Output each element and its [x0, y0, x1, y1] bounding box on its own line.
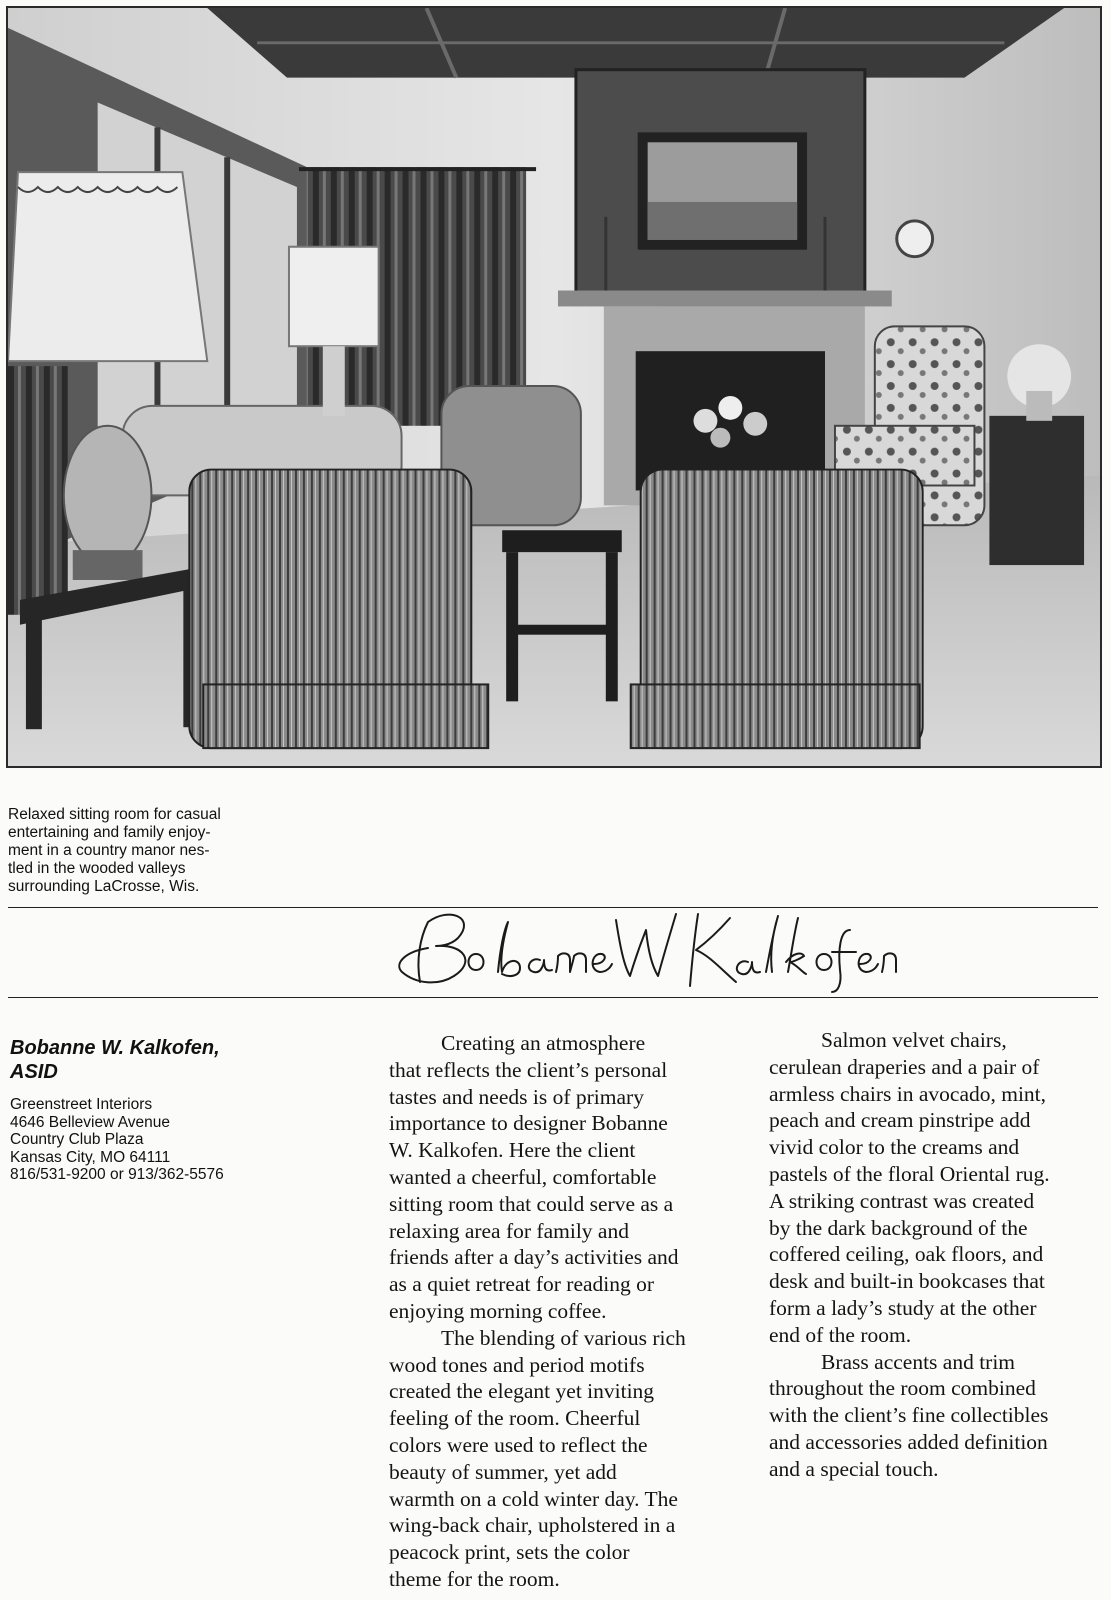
article-column-1 [389, 1030, 759, 1593]
address-line: 4646 Belleview Avenue [10, 1113, 171, 1131]
article-line: colors were used to reflect the [389, 1432, 648, 1457]
article-line: as a quiet retreat for reading or [389, 1272, 655, 1297]
article-line: importance to designer Bobanne [389, 1111, 668, 1136]
article-line: peacock print, sets the color [389, 1540, 630, 1565]
article-line: and accessories added definition [769, 1429, 1048, 1454]
room-photo [6, 6, 1102, 768]
article-line: throughout the room combined [769, 1376, 1036, 1401]
article-line: form a lady’s study at the other [769, 1295, 1037, 1320]
designer-address [10, 1096, 310, 1184]
article-line: that reflects the client’s personal [389, 1057, 668, 1082]
article-line: coffered ceiling, oak floors, and [769, 1242, 1044, 1267]
article-line: wanted a cheerful, comfortable [389, 1164, 657, 1189]
designer-signature [380, 900, 920, 996]
article-line: with the client’s fine collectibles [769, 1403, 1049, 1428]
article-line: enjoying morning coffee. [389, 1298, 607, 1323]
article-line: peach and cream pinstripe add [769, 1108, 1031, 1133]
article-line: feeling of the room. Cheerful [389, 1406, 641, 1431]
article-line: armless chairs in avocado, mint, [769, 1081, 1047, 1106]
article-line: vivid color to the creams and [769, 1135, 1020, 1160]
address-line: Greenstreet Interiors [10, 1096, 153, 1113]
article-line: desk and built-in bookcases that [769, 1269, 1045, 1294]
article-line: W. Kalkofen. Here the client [389, 1138, 636, 1163]
section-divider-bottom [8, 997, 1098, 998]
article-line: sitting room that could serve as a [389, 1191, 674, 1216]
article-line: cerulean draperies and a pair of [769, 1054, 1040, 1079]
article-line: tastes and needs is of primary [389, 1084, 644, 1109]
caption-line: entertaining and family enjoy- [8, 824, 211, 841]
designer-name [10, 1036, 310, 1084]
article-line: Salmon velvet chairs, [821, 1028, 1007, 1052]
article-line: beauty of summer, yet add [389, 1459, 617, 1484]
article-line: wing-back chair, upholstered in a [389, 1513, 676, 1538]
article-line: and a special touch. [769, 1456, 939, 1481]
address-line: 816/531-9200 or 913/362-5576 [10, 1166, 224, 1183]
article-line: warmth on a cold winter day. The [389, 1486, 678, 1511]
article-line: by the dark background of the [769, 1215, 1028, 1240]
photo-caption [8, 806, 270, 896]
sitting-room-photo [8, 8, 1100, 766]
caption-line: Relaxed sitting room for casual [8, 806, 221, 823]
article-line: A striking contrast was created [769, 1188, 1035, 1213]
article-line: wood tones and period motifs [389, 1352, 645, 1377]
article-line: friends after a day’s activities and [389, 1245, 679, 1270]
designer-name-line: ASID [10, 1061, 58, 1083]
article-line: created the elegant yet inviting [389, 1379, 655, 1404]
caption-line: surrounding LaCrosse, Wis. [8, 878, 200, 895]
article-line: The blending of various rich [441, 1325, 686, 1350]
article-line: Brass accents and trim [821, 1349, 1016, 1374]
article-line: end of the room. [769, 1322, 912, 1347]
address-line: Country Club Plaza [10, 1131, 144, 1148]
article-line: pastels of the floral Oriental rug. [769, 1161, 1050, 1186]
article-line: Creating an atmosphere [441, 1031, 646, 1055]
article-line: theme for the room. [389, 1566, 560, 1591]
address-line: Kansas City, MO 64111 [10, 1148, 171, 1166]
caption-line: tled in the wooded valleys [8, 860, 186, 877]
designer-name-line: Bobanne W. Kalkofen, [10, 1037, 220, 1059]
caption-line: ment in a country manor nes- [8, 842, 210, 859]
article-column-2 [769, 1027, 1107, 1483]
article-line: relaxing area for family and [389, 1218, 629, 1243]
